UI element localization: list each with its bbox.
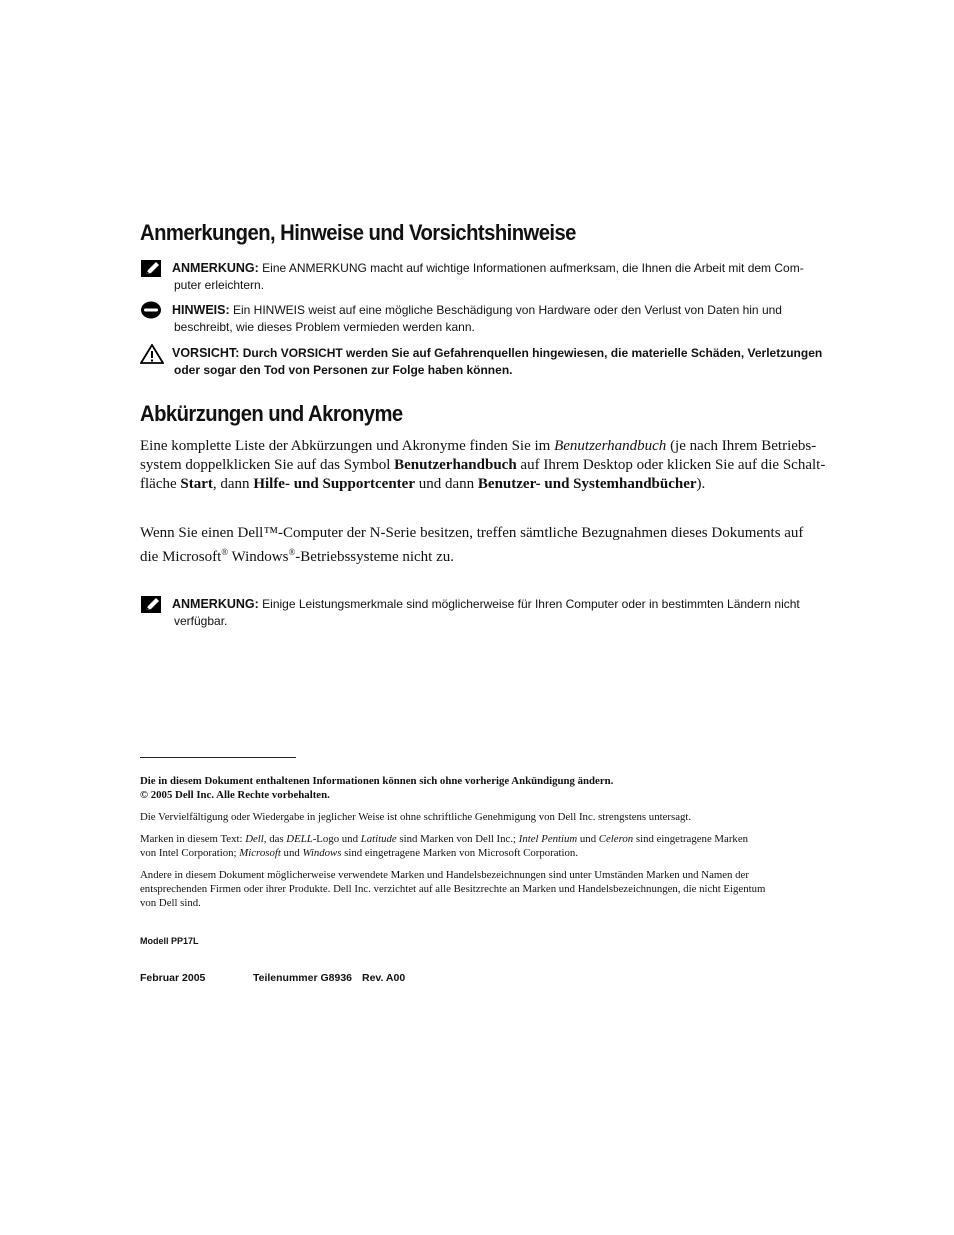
footer-revision: Rev. A00 [362,972,406,984]
note-label: ANMERKUNG: [172,597,259,611]
trademark: Windows [302,847,342,859]
notice-block [140,302,840,336]
trademark: Intel Pentium [518,833,578,845]
text: sind eingetragene Marken [633,833,749,845]
footer-date: Februar 2005 [140,972,206,984]
text: die Microsoft [140,549,222,565]
trademark: Dell [245,833,264,845]
legal-other-marks [140,868,845,910]
legal-trademarks [140,832,845,860]
text: sind Marken von Dell Inc.; [396,833,519,845]
italic-term: Benutzerhandbuch [554,438,667,454]
caution-block [140,345,840,379]
footer-part-number: Teilenummer G8936 [253,972,353,984]
legal-line: entsprechenden Firmen oder ihrer Produkte. Dell Inc. verzichtet auf alle Besitzrechte an Marken und Handelsbezeichnungen, die nicht Eigentum [140,883,766,895]
section-title-notes: Anmerkungen, Hinweise und Vorsichtshinweise [140,220,576,245]
notice-hand-icon [140,301,164,321]
paragraph-abbreviations [140,437,845,494]
registered-mark: ® [288,547,296,557]
trademark: DELL [286,833,313,845]
trademark: Celeron [598,833,634,845]
text: system doppelklicken Sie auf das Symbol [140,457,395,473]
note-text-cont: puter erleichtern. [174,278,265,292]
caution-text: Durch VORSICHT werden Sie auf Gefahrenquellen hingewiesen, die materielle Schäden, Verletzungen [242,346,823,360]
text: fläche [140,476,181,492]
notice-text-cont: beschreibt, wie dieses Problem vermieden werden kann. [174,320,475,334]
text: ). [696,476,706,492]
text: und [280,847,303,859]
note-text-cont: verfügbar. [174,614,228,628]
text: sind eingetragene Marken von Microsoft Corporation. [341,847,579,859]
copyright-line: © 2005 Dell Inc. Alle Rechte vorbehalten. [140,789,330,801]
notice-text: Ein HINWEIS weist auf eine mögliche Beschädigung von Hardware oder den Verlust von Daten hin und [232,303,782,317]
note-text: Einige Leistungsmerkmale sind möglicherweise für Ihren Computer oder in bestimmten Ländern nicht [262,597,800,611]
notice-label: HINWEIS: [172,303,230,317]
legal-line: Andere in diesem Dokument möglicherweise verwendete Marken und Handelsbezeichnungen sind unter Umständen Marken und Namen der [140,869,749,881]
bold-term: Benutzer- und Systemhandbücher [477,476,697,492]
note-block [140,260,840,294]
text: und dann [414,476,478,492]
text: Eine komplette Liste der Abkürzungen und Akronyme finden Sie im [140,438,555,454]
text: auf Ihrem Desktop oder klicken Sie auf die Schalt- [516,457,826,473]
paragraph-n-series [140,524,845,567]
text: , dann [212,476,254,492]
caution-label: VORSICHT: [172,346,240,360]
text: von Intel Corporation; [140,847,240,859]
legal-line: Die in diesem Dokument enthaltenen Informationen können sich ohne vorherige Ankündigung ändern. [140,775,614,787]
note-block-2 [140,596,840,630]
text: Marken in diesem Text: [140,833,246,845]
pencil-note-icon [140,595,164,615]
bold-term: Start [180,476,213,492]
text: -Logo und [312,833,361,845]
text: und [577,833,599,845]
note-label: ANMERKUNG: [172,261,259,275]
divider [140,757,296,758]
trademark: Microsoft [239,847,281,859]
text: -Betriebssysteme nicht zu. [295,549,455,565]
text: Windows [228,549,289,565]
model-number: Modell PP17L [140,936,199,946]
trademark: Latitude [360,833,397,845]
legal-reproduction: Die Vervielfältigung oder Wiedergabe in jeglicher Weise ist ohne schriftliche Genehmigung von Dell Inc. strengstens untersagt. [140,811,692,823]
text: (je nach Ihrem Betriebs- [666,438,817,454]
pencil-note-icon [140,259,164,279]
legal-line: von Dell sind. [140,897,201,909]
note-text: Eine ANMERKUNG macht auf wichtige Informationen aufmerksam, die Ihnen die Arbeit mit dem Com- [262,261,804,275]
legal-notice [140,774,845,802]
caution-text-cont: oder sogar den Tod von Personen zur Folge haben können. [174,363,513,377]
warning-triangle-icon [140,344,164,364]
text: , das [263,833,287,845]
bold-term: Hilfe- und Supportcenter [253,476,415,492]
registered-mark: ® [221,547,229,557]
text: Wenn Sie einen Dell™-Computer der N-Serie besitzen, treffen sämtliche Bezugnahmen dieses Dokuments auf [140,525,804,541]
section-title-abbreviations: Abkürzungen und Akronyme [140,401,403,426]
bold-term: Benutzerhandbuch [394,457,517,473]
